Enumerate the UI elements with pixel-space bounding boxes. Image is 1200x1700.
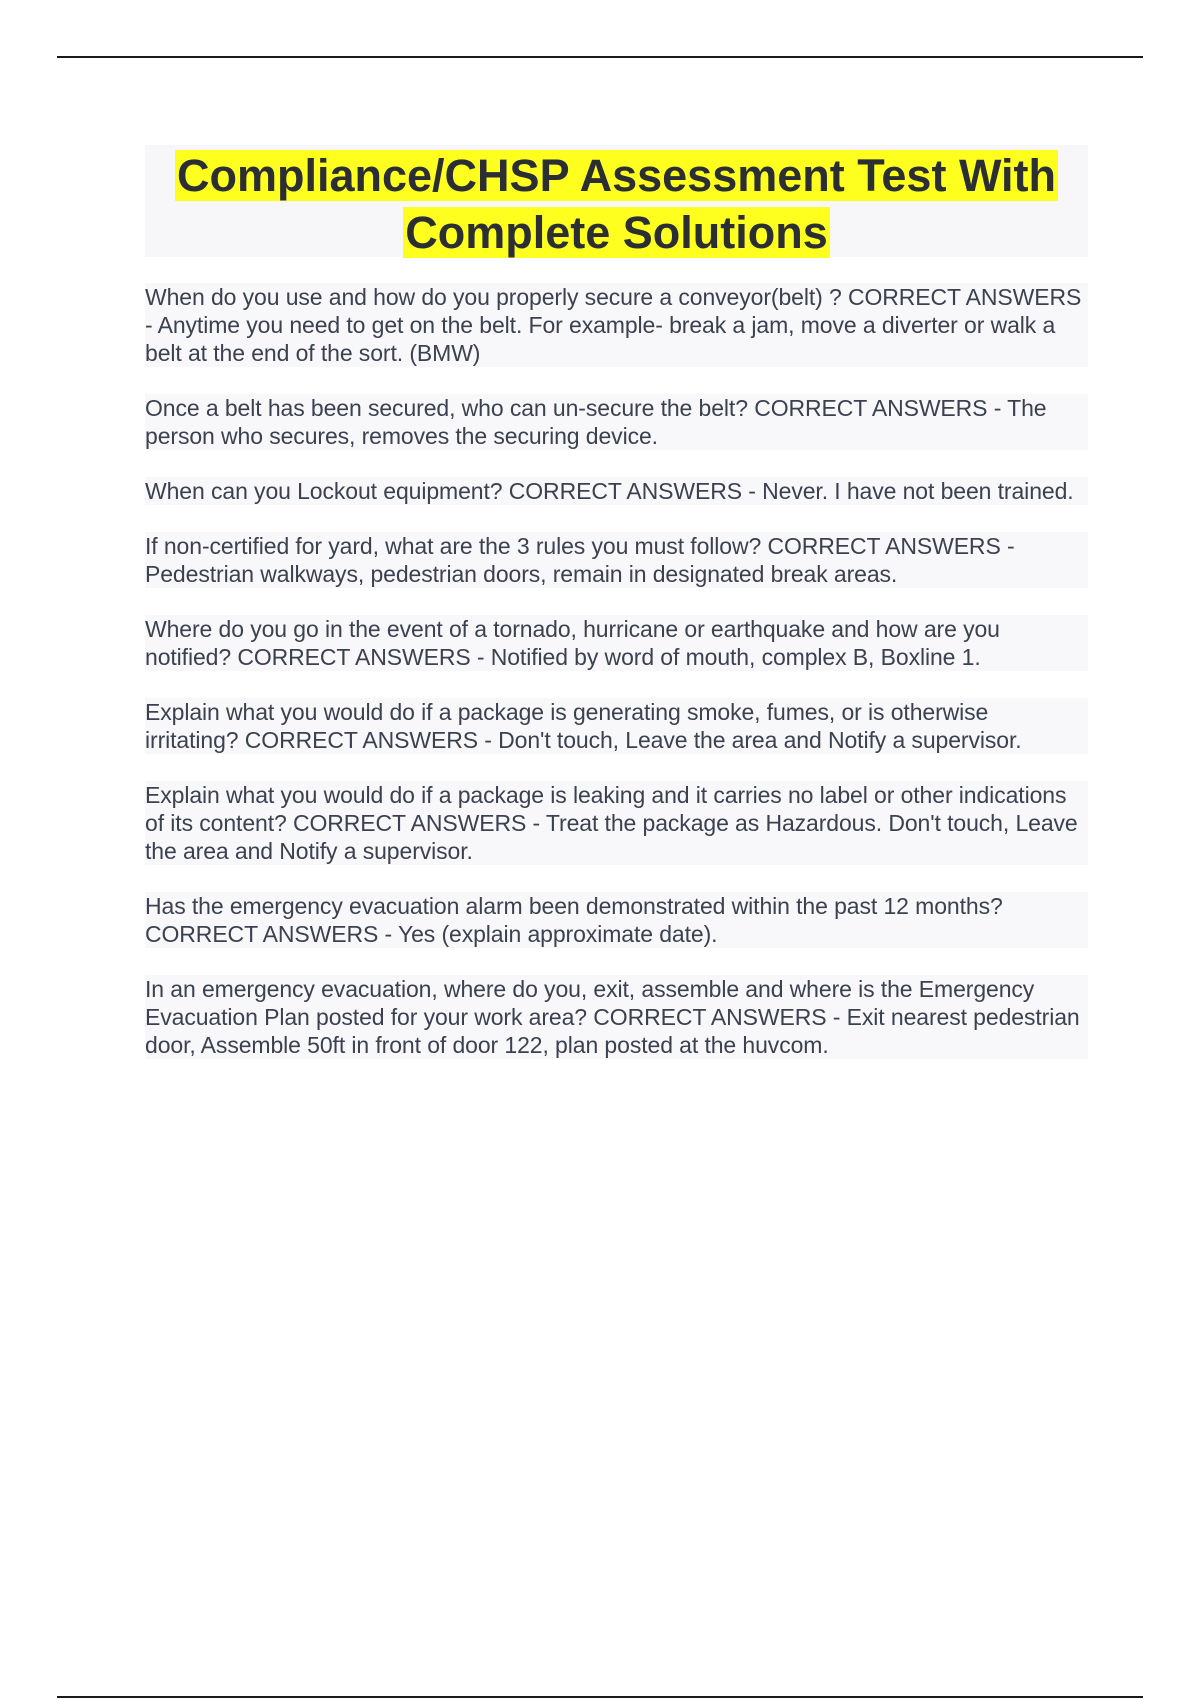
qa-list — [145, 283, 1088, 1086]
qa-item: Once a belt has been secured, who can un-secure the belt? CORRECT ANSWERS - The person who secures, removes the securing device. — [145, 394, 1088, 450]
document-title-block — [145, 145, 1088, 257]
document-title: Compliance/CHSP Assessment Test With Complete Solutions — [177, 150, 1056, 258]
qa-item: Explain what you would do if a package is generating smoke, fumes, or is otherwise irritating? CORRECT ANSWERS - Don't touch, Leave the area and Notify a supervisor. — [145, 698, 1088, 754]
qa-item: Where do you go in the event of a tornado, hurricane or earthquake and how are you notified? CORRECT ANSWERS - Notified by word of mouth, complex B, Boxline 1. — [145, 615, 1088, 671]
qa-item: Has the emergency evacuation alarm been demonstrated within the past 12 months? CORRECT ANSWERS - Yes (explain approximate date). — [145, 892, 1088, 948]
qa-item: In an emergency evacuation, where do you, exit, assemble and where is the Emergency Evacuation Plan posted for your work area? CORRECT ANSWERS - Exit nearest pedestrian door, Assemble 50ft in front of door 122, plan posted at the huvcom. — [145, 975, 1088, 1059]
top-rule — [57, 56, 1143, 58]
qa-item: If non-certified for yard, what are the 3 rules you must follow? CORRECT ANSWERS - Pedestrian walkways, pedestrian doors, remain in designated break areas. — [145, 532, 1088, 588]
qa-item: When can you Lockout equipment? CORRECT ANSWERS - Never. I have not been trained. — [145, 477, 1088, 505]
qa-item: When do you use and how do you properly secure a conveyor(belt) ? CORRECT ANSWERS - Anytime you need to get on the belt. For example- break a jam, move a diverter or walk a belt at the end of the sort. (BMW) — [145, 283, 1088, 367]
bottom-rule — [57, 1696, 1143, 1698]
qa-item: Explain what you would do if a package is leaking and it carries no label or other indications of its content? CORRECT ANSWERS - Treat the package as Hazardous. Don't touch, Leave the area and Notify a supervisor. — [145, 781, 1088, 865]
